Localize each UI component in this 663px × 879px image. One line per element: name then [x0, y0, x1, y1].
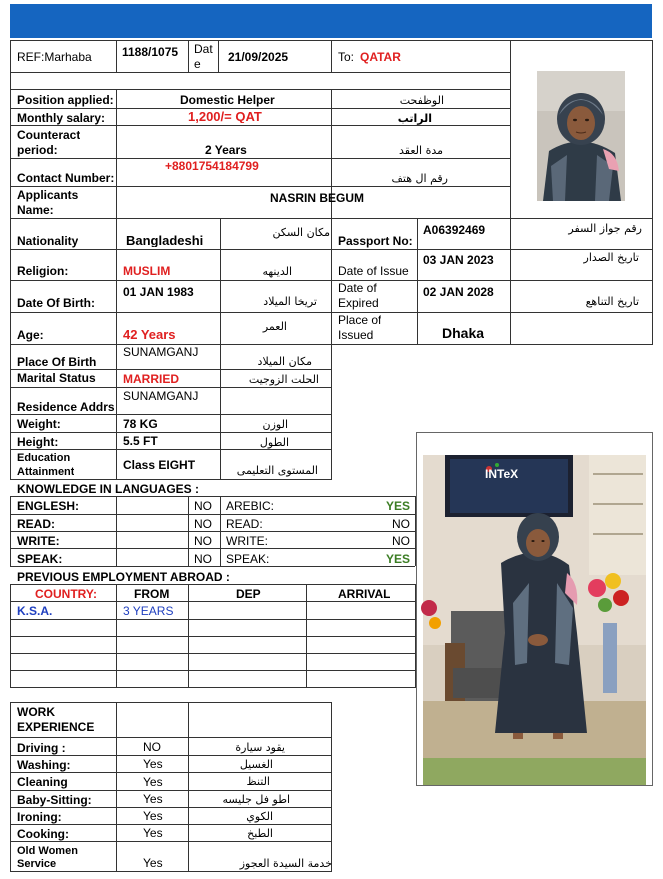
col-dep: DEP — [236, 588, 261, 601]
work-title-1: WORK — [17, 706, 55, 719]
date-label-top: Dat — [194, 43, 213, 56]
height-ar: الطول — [259, 436, 289, 449]
languages-title: KNOWLEDGE IN LANGUAGES : — [17, 483, 199, 496]
lang-value: NO — [194, 535, 212, 548]
place-issued-label-2: Issued — [338, 329, 374, 342]
work-value: Yes — [143, 758, 163, 771]
religion-label: Religion: — [17, 265, 69, 278]
education-label-1: Education — [17, 452, 71, 464]
work-value: NO — [143, 741, 161, 754]
weight-label: Weight: — [17, 418, 61, 431]
salary-value: 1,200/= QAT — [188, 110, 262, 123]
lang-label: READ: — [17, 518, 55, 531]
lang-label: WRITE: — [17, 535, 60, 548]
education-ar: المستوى التعليمى — [236, 464, 318, 477]
expiry-ar: تاريخ التناهع — [585, 295, 639, 308]
ref-number: 1188/1075 — [122, 46, 179, 59]
full-body-photo-frame — [416, 432, 653, 786]
work-value: Yes — [143, 857, 163, 870]
lang-label: SPEAK: — [17, 553, 63, 566]
expiry-value: 02 JAN 2028 — [423, 286, 494, 299]
passport-ar: رقم جواز السفر — [568, 222, 642, 235]
full-body-illustration — [417, 433, 652, 785]
religion-ar: الدينهه — [262, 265, 292, 278]
height-value: 5.5 FT — [123, 435, 158, 448]
work-label: Cooking: — [17, 828, 69, 841]
portrait-photo — [537, 71, 625, 201]
marital-ar: الحلت الزوجيت — [248, 373, 319, 386]
work-label: Cleaning — [17, 776, 68, 789]
contact-value: +8801754184799 — [165, 160, 259, 173]
lang-label: ENGLESH: — [17, 500, 80, 513]
work-label: Baby-Sitting: — [17, 794, 92, 807]
col-arrival: ARRIVAL — [338, 588, 391, 601]
work-label: Ironing: — [17, 811, 62, 824]
education-value: Class EIGHT — [123, 459, 196, 472]
work-ar: يقود سيارة — [235, 741, 285, 754]
position-ar: الوظفحت — [399, 94, 444, 107]
to-value: QATAR — [360, 51, 401, 64]
nationality-ar: مكان السكن — [272, 226, 330, 239]
position-value: Domestic Helper — [180, 94, 275, 107]
age-label: Age: — [17, 329, 44, 342]
height-label: Height: — [17, 436, 59, 449]
passport-value: A06392469 — [423, 224, 486, 237]
work-ar: الغسيل — [239, 758, 273, 771]
ref-label: REF:Marhaba — [17, 51, 92, 64]
place-issued-label-1: Place of — [338, 314, 382, 327]
work-value: Yes — [143, 827, 163, 840]
lang-value-2: NO — [392, 518, 410, 531]
issue-ar: تاريخ الصدار — [583, 251, 639, 264]
period-ar: مدة العقد — [399, 144, 443, 157]
work-ar: اطو فل جليسه — [222, 793, 290, 806]
marital-value: MARRIED — [123, 373, 179, 386]
work-value: Yes — [143, 793, 163, 806]
work-label: Driving : — [17, 742, 66, 755]
col-from: FROM — [134, 588, 170, 601]
expiry-label-1: Date of — [338, 282, 377, 295]
work-label: Old Women — [17, 845, 78, 857]
name-label-2: Name: — [17, 204, 54, 217]
work-ar: الطبخ — [247, 827, 273, 840]
work-ar: التنظ — [246, 775, 270, 788]
date-value: 21/09/2025 — [228, 51, 289, 64]
name-value: NASRIN BEGUM — [270, 192, 365, 205]
dob-value: 01 JAN 1983 — [123, 286, 194, 299]
lang-value: NO — [194, 553, 212, 566]
lang-value: NO — [194, 500, 212, 513]
portrait-illustration — [537, 71, 625, 201]
education-label-2: Attainment — [17, 466, 75, 478]
lang-value-2: YES — [385, 500, 410, 513]
work-label-2: Service — [17, 858, 57, 870]
work-value: Yes — [143, 810, 163, 823]
lang-label-2: WRITE: — [226, 535, 268, 548]
dob-label: Date Of Birth: — [17, 297, 95, 310]
religion-value: MUSLIM — [123, 265, 171, 278]
to-label: To: — [338, 51, 355, 64]
lang-label-2: AREBIC: — [226, 500, 275, 513]
period-label-1: Counteract — [17, 129, 81, 142]
weight-value: 78 KG — [123, 418, 158, 431]
lang-value-2: YES — [385, 553, 410, 566]
age-value: 42 Years — [123, 328, 176, 341]
contact-ar: رقم ال هتف — [391, 172, 448, 185]
salary-label: Monthly salary: — [17, 112, 106, 125]
name-label-1: Applicants — [17, 189, 79, 202]
nationality-label: Nationality — [17, 235, 79, 248]
position-label: Position applied: — [17, 94, 114, 107]
employment-from: 3 YEARS — [123, 605, 174, 618]
salary-ar: الراتب — [397, 112, 432, 125]
lang-value-2: NO — [392, 535, 410, 548]
date-label-bottom: e — [194, 58, 201, 71]
residence-value: SUNAMGANJ — [123, 390, 199, 403]
period-label-2: period: — [17, 144, 58, 157]
pob-label: Place Of Birth — [17, 356, 97, 369]
passport-label: Passport No: — [338, 235, 413, 248]
work-value: Yes — [143, 776, 163, 789]
issue-value: 03 JAN 2023 — [423, 254, 494, 267]
residence-label: Residence Addrs — [17, 401, 115, 414]
dob-ar: تريخا الميلاد — [263, 295, 317, 308]
contact-label: Contact Number: — [17, 172, 115, 185]
issue-label: Date of Issue — [338, 265, 409, 278]
weight-ar: الوزن — [262, 418, 288, 431]
employment-title: PREVIOUS EMPLOYMENT ABROAD : — [17, 571, 230, 584]
marital-label: Marital Status — [17, 372, 96, 385]
lang-label-2: SPEAK: — [226, 553, 270, 566]
tv-logo: INTeX — [485, 468, 519, 481]
employment-country: K.S.A. — [17, 605, 53, 618]
age-ar: العمر — [262, 320, 287, 333]
pob-value: SUNAMGANJ — [123, 346, 199, 359]
header-bar — [10, 4, 652, 38]
nationality-value: Bangladeshi — [126, 234, 204, 247]
work-ar: الكوي — [246, 810, 273, 823]
pob-ar: مكان الميلاد — [257, 355, 312, 368]
place-issued-value: Dhaka — [442, 325, 485, 341]
lang-value: NO — [194, 518, 212, 531]
work-title-2: EXPERIENCE — [17, 721, 95, 734]
work-label: Washing: — [17, 759, 71, 772]
period-value: 2 Years — [205, 144, 247, 157]
col-country: COUNTRY: — [35, 588, 97, 601]
expiry-label-2: Expired — [338, 297, 379, 310]
lang-label-2: READ: — [226, 518, 263, 531]
work-ar: خدمة السيدة العجوز — [239, 857, 332, 870]
